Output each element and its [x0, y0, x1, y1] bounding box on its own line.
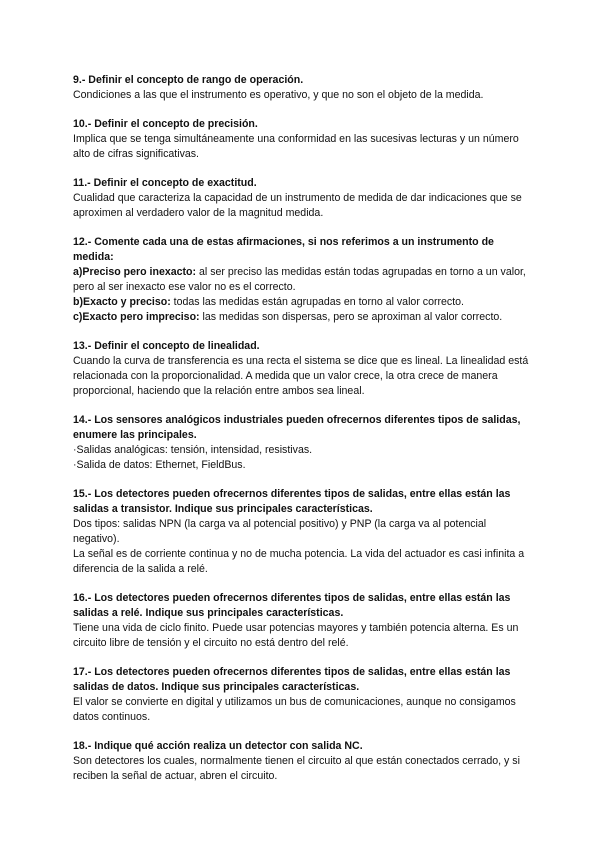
- question-15: [73, 487, 533, 577]
- question-heading: 10.- Definir el concepto de precisión.: [73, 118, 258, 130]
- question-13: [73, 339, 533, 399]
- answer-item-text: las medidas son dispersas, pero se aproximan al valor correcto.: [199, 311, 503, 323]
- answer-text: La señal es de corriente continua y no de mucha potencia. La vida del actuador es casi infinita a diferencia de la salida a relé.: [73, 548, 525, 575]
- answer-text: Cualidad que caracteriza la capacidad de un instrumento de medida de dar indicaciones que se aproximen al verdadero valor de la magnitud medida.: [73, 192, 522, 219]
- answer-text: Tiene una vida de ciclo finito. Puede usar potencias mayores y también potencia alterna. Es un circuito libre de tensión y el circuito no está dentro del relé.: [73, 622, 519, 649]
- question-18: [73, 739, 533, 784]
- answer-text: Dos tipos: salidas NPN (la carga va al potencial positivo) y PNP (la carga va al potencial negativo).: [73, 518, 487, 545]
- question-heading: 16.- Los detectores pueden ofrecernos diferentes tipos de salidas, entre ellas están las salidas a relé. Indique sus principales características.: [73, 592, 511, 619]
- question-14: [73, 413, 533, 473]
- answer-text: Son detectores los cuales, normalmente tienen el circuito al que están conectados cerrado, y si reciben la señal de actuar, abren el circuito.: [73, 755, 520, 782]
- question-heading: 12.- Comente cada una de estas afirmaciones, si nos referimos a un instrumento de medida:: [73, 236, 494, 263]
- question-10: [73, 117, 533, 162]
- answer-text: ·Salidas analógicas: tensión, intensidad, resistivas.: [73, 444, 313, 456]
- answer-text: Implica que se tenga simultáneamente una conformidad en las sucesivas lecturas y un número alto de cifras significativas.: [73, 133, 519, 160]
- answer-item-text: al ser preciso las medidas están todas agrupadas en torno a un valor, pero al ser inexacto ese valor no es el correcto.: [73, 266, 526, 293]
- answer-item-c: [73, 310, 533, 325]
- question-heading: 17.- Los detectores pueden ofrecernos diferentes tipos de salidas, entre ellas están las salidas de datos. Indique sus principales características.: [73, 666, 511, 693]
- document-page: [73, 73, 533, 798]
- question-heading: 15.- Los detectores pueden ofrecernos diferentes tipos de salidas, entre ellas están las salidas a transistor. Indique sus principales características.: [73, 488, 511, 515]
- question-9: [73, 73, 533, 103]
- question-11: [73, 176, 533, 221]
- answer-item-label: c)Exacto pero impreciso:: [73, 311, 200, 323]
- question-heading: 11.- Definir el concepto de exactitud.: [73, 177, 257, 189]
- question-heading: 13.- Definir el concepto de linealidad.: [73, 340, 260, 352]
- answer-item-text: todas las medidas están agrupadas en torno al valor correcto.: [170, 296, 464, 308]
- answer-item-a: [73, 265, 533, 295]
- question-12: [73, 235, 533, 325]
- answer-text: Condiciones a las que el instrumento es operativo, y que no son el objeto de la medida.: [73, 89, 484, 101]
- question-heading: 9.- Definir el concepto de rango de operación.: [73, 74, 304, 86]
- question-heading: 14.- Los sensores analógicos industriales pueden ofrecernos diferentes tipos de salidas, enumere las principales.: [73, 414, 521, 441]
- question-16: [73, 591, 533, 651]
- answer-item-label: a)Preciso pero inexacto:: [73, 266, 197, 278]
- question-heading: 18.- Indique qué acción realiza un detector con salida NC.: [73, 740, 363, 752]
- answer-text: Cuando la curva de transferencia es una recta el sistema se dice que es lineal. La linealidad está relacionada con la proporcionalidad. A medida que un valor crece, la otra crece de manera proporcional, haciendo que la relación entre ambos sea lineal.: [73, 355, 529, 397]
- answer-item-b: [73, 295, 533, 310]
- answer-text: ·Salida de datos: Ethernet, FieldBus.: [73, 459, 246, 471]
- answer-item-label: b)Exacto y preciso:: [73, 296, 171, 308]
- answer-text: El valor se convierte en digital y utilizamos un bus de comunicaciones, aunque no consigamos datos continuos.: [73, 696, 516, 723]
- question-17: [73, 665, 533, 725]
